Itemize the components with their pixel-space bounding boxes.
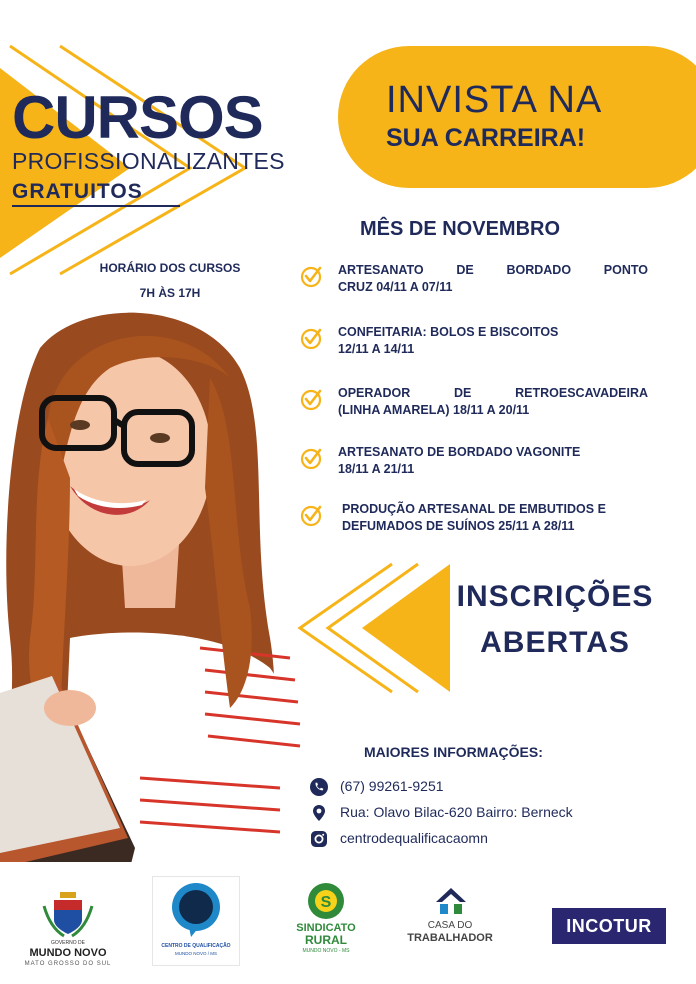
check-icon [300,264,324,288]
course-line1: ARTESANATO DE BORDADO VAGONITE [338,445,581,459]
mundo-novo-small: GOVERNO DE [51,940,85,946]
mundo-novo-state: MATO GROSSO DO SUL [24,961,112,967]
course-line2: 12/11 A 14/11 [338,342,415,356]
contact-phone-row [310,776,670,798]
house-icon [434,886,468,916]
banner-line1: INVISTA NA [386,79,603,121]
title-gratuitos: GRATUITOS [12,180,143,203]
registration-line1: INSCRIÇÕES [456,580,654,613]
course-line2: DEFUMADOS DE SUÍNOS 25/11 A 28/11 [342,519,575,533]
svg-text:S: S [320,894,332,911]
sr-emblem-icon [306,882,346,920]
title-underline [12,205,180,207]
logo-centro-qualificacao [152,876,240,966]
course-line2: (LINHA AMARELA) 18/11 A 20/11 [338,403,530,417]
registration-line2: ABERTAS [480,626,630,659]
phone-icon [310,778,328,796]
contact-address: Rua: Olavo Bilac-620 Bairro: Berneck [340,804,573,820]
title-cursos: CURSOS [12,84,263,151]
logo-incotur [552,908,666,944]
course-line2: 18/11 A 21/11 [338,462,415,476]
contact-title: MAIORES INFORMAÇÕES: [364,744,543,760]
centro-line2: MUNDO NOVO / MS [174,951,217,956]
mundo-novo-name: MUNDO NOVO [29,947,107,959]
hours-label: HORÁRIO DOS CURSOS [99,261,241,275]
logo-mundo-novo [22,890,114,970]
banner-line2: SUA CARREIRA! [386,124,586,152]
chevron-decoration-mid [296,560,456,696]
course-line1: PRODUÇÃO ARTESANAL DE EMBUTIDOS E [342,502,606,516]
sindicato-line3: MUNDO NOVO - MS [302,948,350,954]
title-profissionalizantes: PROFISSIONALIZANTES [12,148,285,174]
contact-instagram: centrodequalificacaomn [340,830,488,846]
location-pin-icon [310,804,328,822]
student-photo [0,308,310,868]
instagram-icon [310,830,328,848]
course-line1: ARTESANATO DE BORDADO PONTO [338,263,648,277]
course-line1: CONFEITARIA: BOLOS E BISCOITOS [338,325,559,339]
casa-line1: CASA DO [427,920,473,931]
month-title: MÊS DE NOVEMBRO [360,218,561,240]
footer-logos [0,862,696,984]
contact-instagram-row [310,828,670,850]
course-line1: OPERADOR DE RETROESCAVADEIRA [338,386,648,400]
logo-casa-trabalhador [398,886,502,956]
logo-sindicato-rural [290,882,362,962]
casa-line2: TRABALHADOR [407,932,493,944]
course-line2: CRUZ 04/11 A 07/11 [338,280,453,294]
crest-icon [40,890,96,938]
sindicato-line2: RURAL [305,933,347,947]
hours-value: 7H ÀS 17H [139,286,201,300]
contact-address-row [310,802,670,824]
contact-phone: (67) 99261-9251 [340,778,444,794]
speech-bubble-icon [169,881,223,939]
incotur-text: INCOTUR [566,916,652,936]
sindicato-line1: SINDICATO [296,922,356,934]
centro-line1: CENTRO DE QUALIFICAÇÃO [161,943,231,949]
